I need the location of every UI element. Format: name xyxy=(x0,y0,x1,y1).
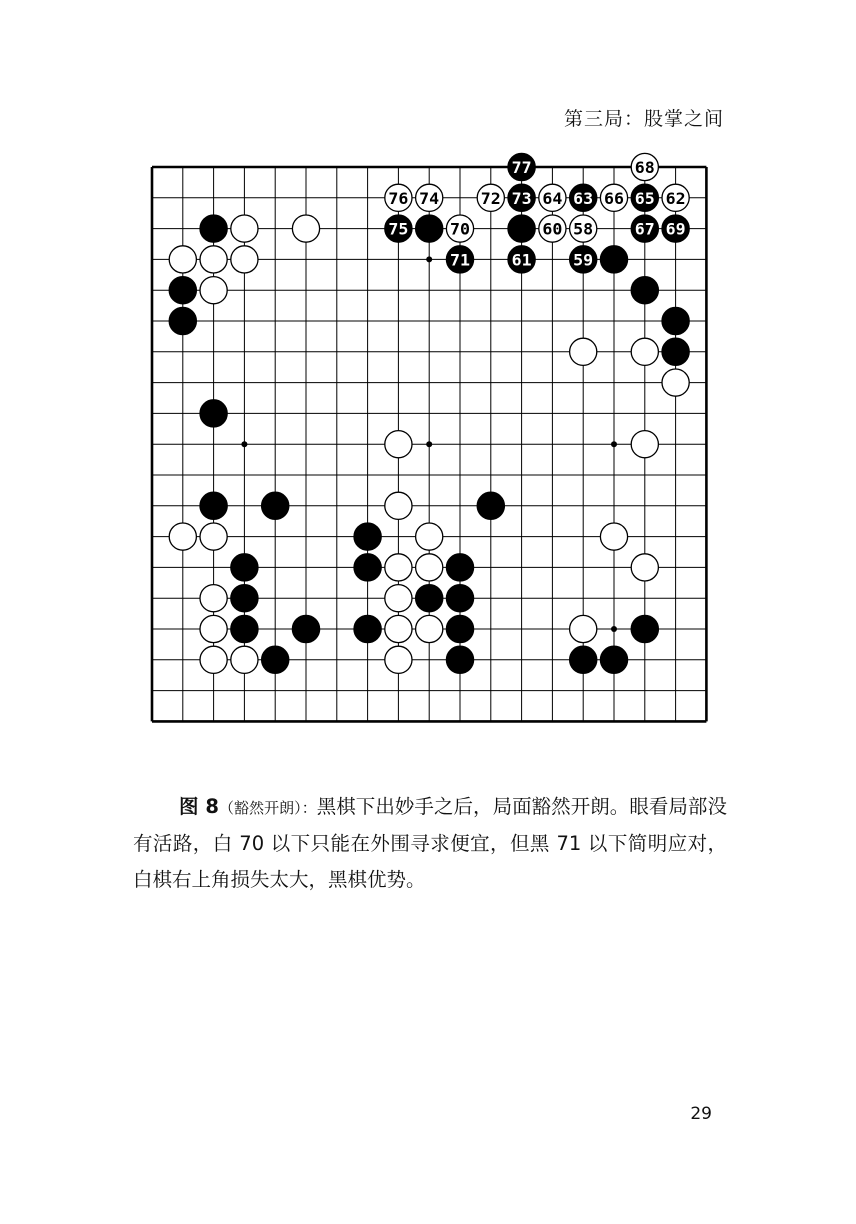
numbered-stone-60 xyxy=(539,215,566,242)
white-stone xyxy=(385,431,412,458)
star-point xyxy=(426,256,432,262)
white-stone xyxy=(231,215,258,242)
black-stone xyxy=(600,246,627,273)
black-stone xyxy=(262,492,289,519)
black-stone xyxy=(631,615,658,642)
star-point xyxy=(241,441,247,447)
stone-number: 62 xyxy=(665,188,686,208)
white-stone xyxy=(416,554,443,581)
stone-number: 75 xyxy=(388,219,409,239)
black-stone xyxy=(662,338,689,365)
white-stone xyxy=(385,615,412,642)
numbered-stone-66 xyxy=(600,184,627,211)
white-stone xyxy=(200,277,227,304)
stone-number: 69 xyxy=(665,219,686,239)
numbered-stone-58 xyxy=(570,215,597,242)
white-stone xyxy=(570,338,597,365)
black-stone xyxy=(262,646,289,673)
black-stone xyxy=(231,554,258,581)
stone-number: 59 xyxy=(573,250,594,270)
white-stone xyxy=(200,523,227,550)
white-stone xyxy=(169,246,196,273)
black-stone xyxy=(600,646,627,673)
white-stone xyxy=(200,646,227,673)
star-point xyxy=(611,626,617,632)
black-stone xyxy=(200,215,227,242)
stone-number: 76 xyxy=(388,188,409,208)
stone-number: 74 xyxy=(419,188,440,208)
numbered-stone-77 xyxy=(508,153,535,180)
white-stone xyxy=(231,646,258,673)
go-board xyxy=(140,150,720,730)
numbered-stone-74 xyxy=(416,184,443,211)
black-stone xyxy=(508,215,535,242)
black-stone xyxy=(354,554,381,581)
white-stone xyxy=(385,585,412,612)
numbered-stone-70 xyxy=(446,215,473,242)
black-stone xyxy=(446,554,473,581)
white-stone xyxy=(631,554,658,581)
numbered-stone-69 xyxy=(662,215,689,242)
white-stone xyxy=(385,554,412,581)
black-stone xyxy=(446,615,473,642)
numbered-stone-73 xyxy=(508,184,535,211)
stone-number: 66 xyxy=(604,188,624,208)
stone-number: 58 xyxy=(573,219,594,239)
go-board-diagram xyxy=(140,150,720,730)
white-stone xyxy=(631,338,658,365)
black-stone xyxy=(416,215,443,242)
numbered-stone-75 xyxy=(385,215,412,242)
star-point xyxy=(426,441,432,447)
black-stone xyxy=(446,646,473,673)
white-stone xyxy=(631,431,658,458)
numbered-stone-67 xyxy=(631,215,658,242)
white-stone xyxy=(169,523,196,550)
black-stone xyxy=(169,307,196,334)
black-stone xyxy=(662,307,689,334)
white-stone xyxy=(231,246,258,273)
white-stone xyxy=(385,646,412,673)
black-stone xyxy=(231,585,258,612)
numbered-stone-76 xyxy=(385,184,412,211)
stone-number: 72 xyxy=(480,188,501,208)
white-stone xyxy=(600,523,627,550)
stone-number: 77 xyxy=(511,158,532,177)
stone-number: 68 xyxy=(634,158,655,177)
numbered-stone-72 xyxy=(477,184,504,211)
white-stone xyxy=(200,246,227,273)
figure-caption xyxy=(133,789,727,898)
black-stone xyxy=(570,646,597,673)
black-stone xyxy=(200,400,227,427)
numbered-stone-71 xyxy=(446,246,473,273)
white-stone xyxy=(200,615,227,642)
white-stone xyxy=(416,615,443,642)
white-stone xyxy=(200,585,227,612)
chapter-header: 第三局：股掌之间 xyxy=(563,108,724,130)
page-number: 29 xyxy=(690,1104,712,1124)
figure-label: 图 8 xyxy=(179,795,219,818)
black-stone xyxy=(416,585,443,612)
stone-number: 61 xyxy=(511,250,532,270)
black-stone xyxy=(477,492,504,519)
stone-number: 67 xyxy=(634,219,655,239)
stone-number: 60 xyxy=(542,219,563,239)
black-stone xyxy=(169,277,196,304)
numbered-stone-65 xyxy=(631,184,658,211)
black-stone xyxy=(354,615,381,642)
white-stone xyxy=(662,369,689,396)
stone-number: 63 xyxy=(573,188,594,208)
figure-subtitle: （豁然开朗）： xyxy=(218,799,317,817)
black-stone xyxy=(446,585,473,612)
black-stone xyxy=(292,615,319,642)
white-stone xyxy=(385,492,412,519)
stone-number: 65 xyxy=(634,188,655,208)
caption-text: 黑棋下出妙手之后，局面豁然开朗。眼看局部没有活路，白 70 以下只能在外围寻求便宜，但黑 71 以下简明应对，白棋右上角损失太大，黑棋优势。 xyxy=(133,795,727,891)
numbered-stone-68 xyxy=(631,153,658,180)
numbered-stone-64 xyxy=(539,184,566,211)
black-stone xyxy=(231,615,258,642)
white-stone xyxy=(292,215,319,242)
numbered-stone-59 xyxy=(570,246,597,273)
black-stone xyxy=(631,277,658,304)
stone-number: 70 xyxy=(450,219,470,239)
stone-number: 64 xyxy=(542,188,563,208)
numbered-stone-63 xyxy=(570,184,597,211)
black-stone xyxy=(354,523,381,550)
white-stone xyxy=(416,523,443,550)
stone-number: 71 xyxy=(450,250,470,270)
star-point xyxy=(611,441,617,447)
numbered-stone-61 xyxy=(508,246,535,273)
black-stone xyxy=(200,492,227,519)
numbered-stone-62 xyxy=(662,184,689,211)
white-stone xyxy=(570,615,597,642)
stone-number: 73 xyxy=(511,188,532,208)
